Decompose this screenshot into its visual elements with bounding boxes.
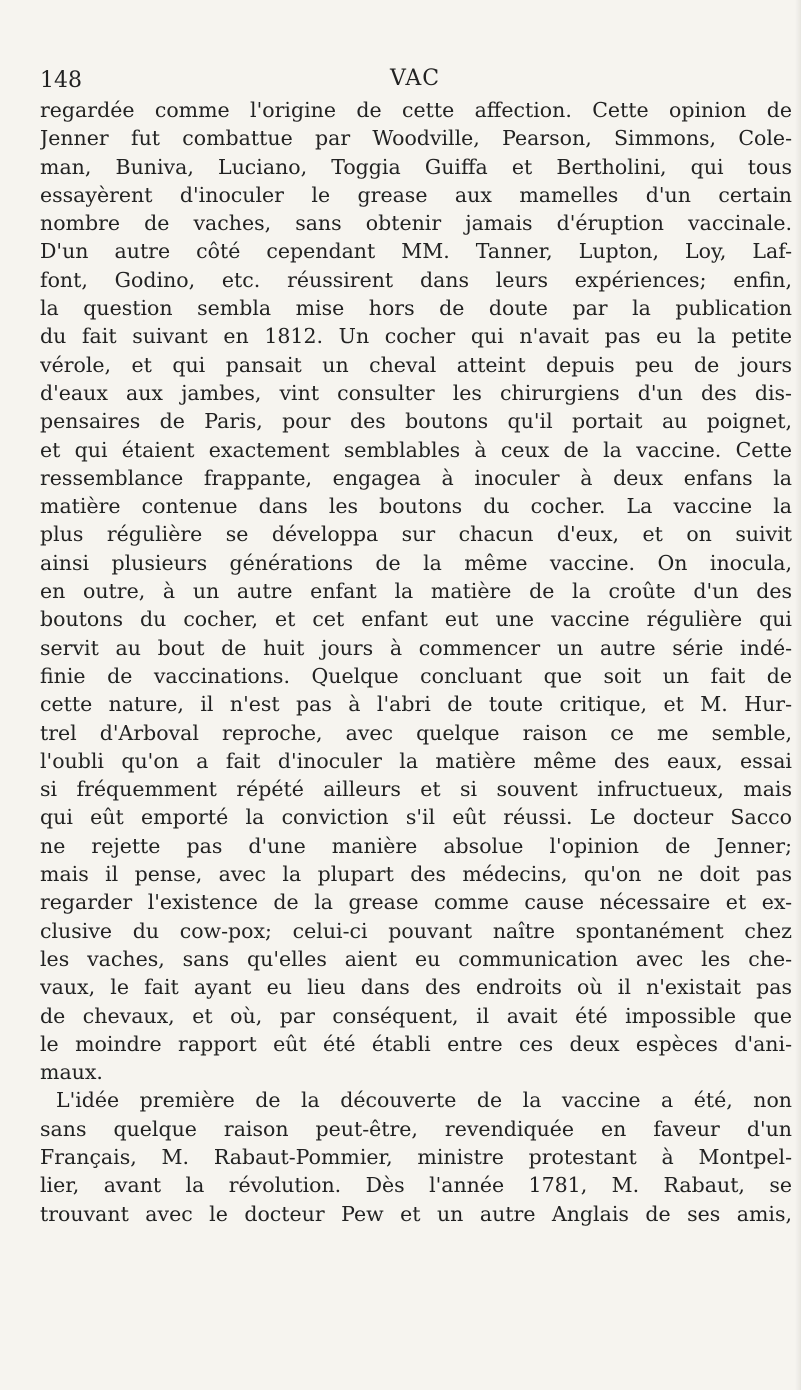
text-line: qui eût emporté la conviction s'il eût réussi. Le docteur Sacco [40,805,792,830]
text-line: vaux, le fait ayant eu lieu dans des endroits où il n'existait pas [40,975,792,1000]
text-line: maux. [40,1060,103,1085]
page-number: 148 [40,68,82,93]
body-text [40,96,792,1228]
text-line: le moindre rapport eût été établi entre ces deux espèces d'ani- [40,1031,792,1056]
text-line: man, Buniva, Luciano, Toggia Guiffa et Bertholini, qui tous [40,154,792,179]
text-line: boutons du cocher, et cet enfant eut une vaccine régulière qui [40,607,792,632]
text-line: nombre de vaches, sans obtenir jamais d'éruption vaccinale. [40,211,792,236]
text-line: pensaires de Paris, pour des boutons qu'il portait au poignet, [40,409,792,434]
text-line: finie de vaccinations. Quelque concluant que soit un fait de [40,663,792,688]
text-line: d'eaux aux jambes, vint consulter les chirurgiens d'un des dis- [40,380,792,405]
text-line: mais il pense, avec la plupart des médecins, qu'on ne doit pas [40,862,792,887]
text-line: l'oubli qu'on a fait d'inoculer la matière même des eaux, essai [40,748,792,773]
text-line: du fait suivant en 1812. Un cocher qui n'avait pas eu la petite [40,324,792,349]
text-line: essayèrent d'inoculer le grease aux mamelles d'un certain [40,182,792,207]
text-line: Jenner fut combattue par Woodville, Pearson, Simmons, Cole- [40,126,792,151]
text-line: si fréquemment répété ailleurs et si souvent infructueux, mais [40,777,792,802]
text-line: clusive du cow-pox; celui-ci pouvant naître spontanément chez [40,918,792,943]
text-line: matière contenue dans les boutons du cocher. La vaccine la [40,494,792,519]
text-line: regarder l'existence de la grease comme cause nécessaire et ex- [40,890,792,915]
text-line: et qui étaient exactement semblables à ceux de la vaccine. Cette [40,437,792,462]
page-header [40,60,780,96]
text-line: font, Godino, etc. réussirent dans leurs expériences; enfin, [40,267,792,292]
text-line: Français, M. Rabaut-Pommier, ministre protestant à Montpel- [40,1144,792,1169]
text-line: la question sembla mise hors de doute par la publication [40,296,792,321]
text-line: ressemblance frappante, engagea à inoculer à deux enfans la [40,465,792,490]
text-line: lier, avant la révolution. Dès l'année 1781, M. Rabaut, se [40,1173,792,1198]
text-line: D'un autre côté cependant MM. Tanner, Lupton, Loy, Laf- [40,239,792,264]
text-line: de chevaux, et où, par conséquent, il avait été impossible que [40,1003,792,1028]
text-line: ne rejette pas d'une manière absolue l'opinion de Jenner; [40,833,792,858]
running-head: VAC [390,66,441,91]
text-line: sans quelque raison peut-être, revendiquée en faveur d'un [40,1116,792,1141]
text-line: vérole, et qui pansait un cheval atteint depuis peu de jours [40,352,792,377]
text-line: en outre, à un autre enfant la matière de la croûte d'un des [40,579,792,604]
text-line: cette nature, il n'est pas à l'abri de toute critique, et M. Hur- [40,692,792,717]
text-line: les vaches, sans qu'elles aient eu communication avec les che- [40,946,792,971]
text-line: plus régulière se développa sur chacun d'eux, et on suivit [40,522,792,547]
text-line: ainsi plusieurs générations de la même vaccine. On inocula, [40,550,792,575]
text-line: regardée comme l'origine de cette affection. Cette opinion de [40,98,792,122]
text-line: trouvant avec le docteur Pew et un autre Anglais de ses amis, [40,1201,792,1226]
text-line: L'idée première de la découverte de la vaccine a été, non [56,1088,792,1113]
page-edge-shadow [795,0,801,1390]
text-line: trel d'Arboval reproche, avec quelque raison ce me semble, [40,720,792,745]
text-line: servit au bout de huit jours à commencer un autre série indé- [40,635,792,660]
